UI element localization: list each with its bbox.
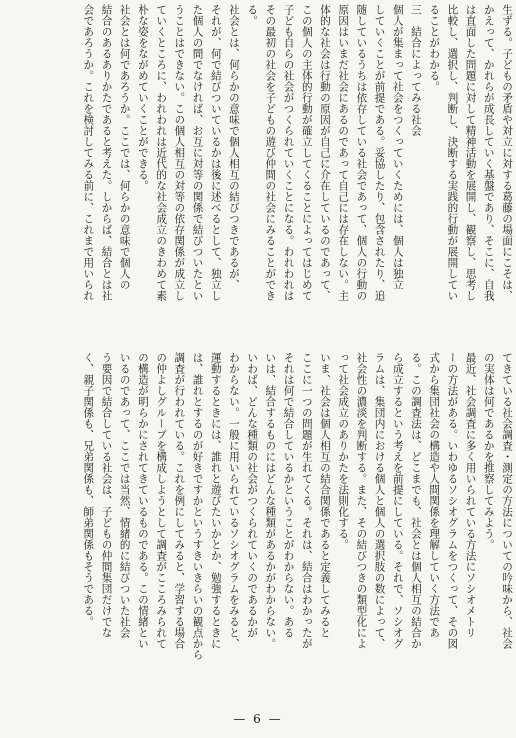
text-column: 運動するときには、誰れと遊びたいかとか、勉強するときに (209, 352, 222, 649)
text-column: 社会とは、何らかの意味で個人相互の結びつきであるが、 (227, 4, 240, 290)
text-column: 原因はいまだ社会にあるのであって自己には存在しない。主 (337, 4, 350, 301)
text-column: いるのであって、ここでは当然、情緒的に結びついた社会 (118, 352, 131, 638)
text-column: って社会成立のありかたを法則化する。 (337, 352, 350, 550)
text-column: く、親子関係も、兄弟関係も、師弟関係もそうである。 (82, 352, 95, 627)
text-column: いは、結合するものにはどんな種類があるかがわからない。 (264, 352, 277, 649)
text-column: 生ずる。子どもの矛盾や対立に対する葛藤の場面にこそは、 (501, 4, 513, 301)
text-column: ここに一つの問題が生れてくる。それは、結合はわかったが (300, 352, 313, 649)
text-column: 結合のあるありかたであると考えた。しからば、結合とは社 (100, 4, 113, 301)
text-column: ら成立するという考えを前提にしている。それで、ソシオグ (391, 352, 404, 649)
text-column: 個人が集まって社会をつくっていくためには、個人は独立 (391, 4, 404, 290)
page-number: — 6 — (233, 712, 283, 726)
text-column: かえって、かれらが成長していく基盤であり、そこに、自我 (482, 4, 495, 301)
text-column: は、誰れとするのが好きですかというすきいきらいの観点から (191, 352, 204, 660)
text-column: 朴な姿をながめていくことができる。 (136, 4, 149, 191)
text-column: うことはできない。この個人相互の対等の依存関係が成立し (173, 4, 186, 301)
text-column: いわば、どんな種類の社会がつくられていくのであるかが (246, 352, 259, 638)
text-column: は直面した問題に対して精神活動を展開し、観察し、思考し (464, 4, 477, 301)
upper-text-block (0, 4, 516, 340)
text-column: る。 (246, 4, 259, 26)
text-column: の仲よしグループを構成しようとして調査がこころみられて (155, 352, 168, 649)
text-column: 最近、社会調査に多く用いられている方法にソシオメトリ (464, 352, 477, 638)
text-column: それが、何で結びついているかは後に述べるとして、独立し (209, 4, 222, 301)
text-column: 会であろうか。これを検討してみる前に、これまで用いられ (82, 4, 95, 301)
text-column: それは何で結合しているかということがわからない。ある (282, 352, 295, 638)
lower-text-block (0, 352, 516, 680)
text-column: 社会性の濃淡を判断する。また、その結びつきの類型化によ (355, 352, 368, 649)
text-column: の実体は何であるかを推察してみよう。 (482, 352, 495, 550)
text-column: 三 結合によってみる社会 (409, 4, 422, 136)
text-column: ることがわかる。 (428, 4, 441, 92)
text-column: していくことが前提である。妥協したり、包含されたり、追 (373, 4, 386, 301)
text-column: 調査が行われている。これを例にしてみると、学習する場合 (173, 352, 186, 649)
text-column: てきている社会調査・測定の方法についての吟味から、社会 (501, 352, 513, 649)
text-column: ていくところに、われわれは近代的な社会成立のきわめて素 (155, 4, 168, 301)
text-column: う要因で結合している社会は、子どもの仲間集団だけでな (100, 352, 113, 638)
text-column: 社会とは何であろうか。ここでは、何らかの意味で個人の (118, 4, 131, 290)
text-column: この個人の主体的行動が確立してくることによってはじめて (300, 4, 313, 301)
text-column: る。この調査法は、どこまでも、社会とは個人相互の結合か (409, 352, 422, 649)
text-column: いま、社会は個人相互の結合関係であると定義してみると (318, 352, 331, 638)
text-column: ーの方法がある。いわゆるソシオグラムをつくって、その図 (446, 352, 459, 649)
text-column: 子ども自らの社会がつくられていくことになる。われわれは (282, 4, 295, 301)
text-column: 式から集団社会の構造や人間関係を理解していく方法であ (428, 352, 441, 638)
text-column: その最初の社会を子どもの遊び仲間の社会にみることができ (264, 4, 277, 301)
text-column: 随しているうちは依存している社会であって、個人の行動の (355, 4, 368, 301)
text-column: た個人の間でなければ、お互に対等の関係で結びついたとい (191, 4, 204, 301)
text-column: わからない。一般に用いられているソシオグラムをみると、 (227, 352, 240, 649)
text-column: 体的な社会は行動の原因が自己に介在しているのであって、 (318, 4, 331, 301)
text-column: の構造が明らかにされてきているものである。この情緒とい (136, 352, 149, 649)
text-column: ラムは、集団内における個人と個人の選択肢の数によって、 (373, 352, 386, 649)
text-column: 比較し、選択し、判断し、決断する実践的行動が展開してい (446, 4, 459, 301)
